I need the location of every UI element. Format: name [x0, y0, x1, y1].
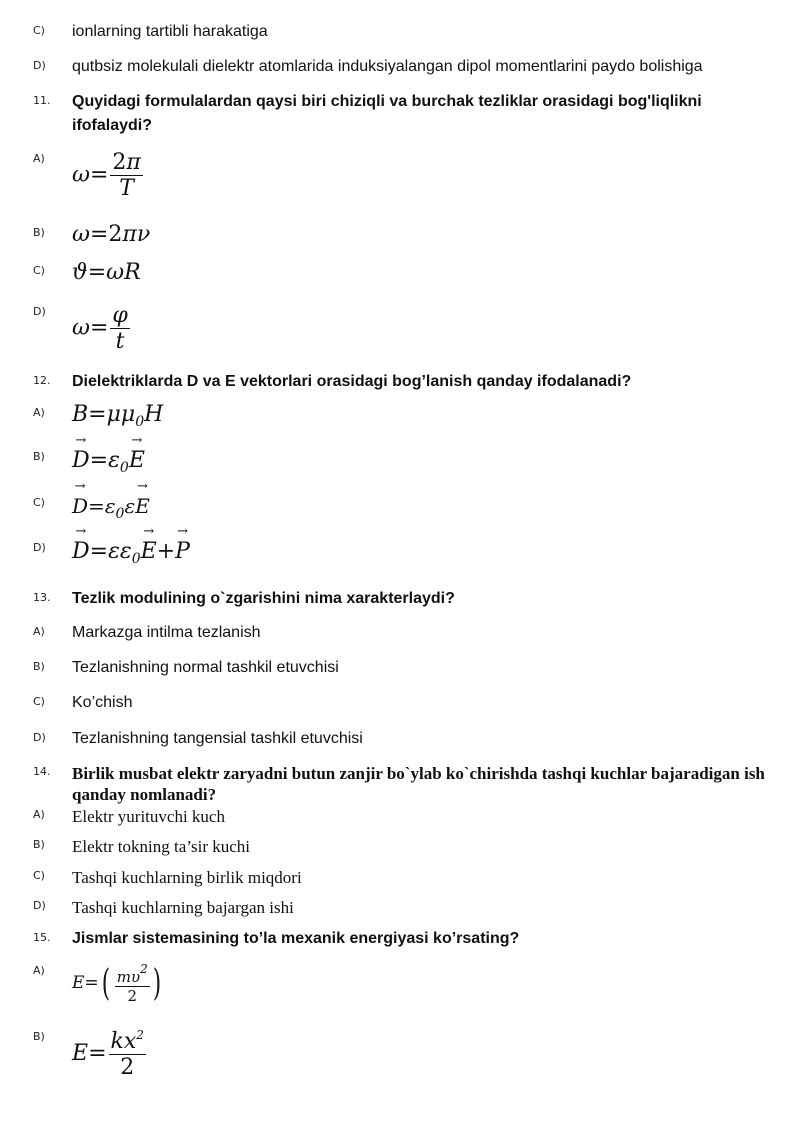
- option-label: D): [33, 899, 46, 912]
- formula: E=( $\frac{m\upsilon^2}{2}$ ): [72, 962, 161, 1005]
- formula: ω= $\frac{2\pi}{T}$: [72, 150, 141, 201]
- option-label: C): [33, 24, 45, 37]
- option-label: B): [33, 660, 45, 673]
- formula: → $D=\varepsilon_0\to E$: [72, 448, 145, 476]
- formula: $B=\mu\mu_0H$: [72, 402, 164, 430]
- question-number: 15.: [33, 931, 51, 944]
- option-text: Tashqi kuchlarning bajargan ishi: [72, 898, 294, 917]
- option-label: B): [33, 838, 45, 851]
- question-text: Birlik musbat elektr zaryadni butun zanjir bo`ylab ko`chirishda tashqi kuchlar bajaradigan ish qanday nomlanadi?: [72, 764, 765, 804]
- formula: → $D=\varepsilon_0\varepsilon\to E$: [72, 494, 150, 522]
- option-text: qutbsiz molekulali dielektr atomlarida induksiyalangan dipol momentlarini paydo bolishiga: [72, 58, 703, 75]
- option-label: D): [33, 541, 46, 554]
- option-label: A): [33, 808, 45, 821]
- option-label: A): [33, 406, 45, 419]
- option-label: B): [33, 450, 45, 463]
- question-number: 12.: [33, 374, 51, 387]
- question-number: 11.: [33, 94, 51, 107]
- option-text: Tezlanishning tangensial tashkil etuvchisi: [72, 730, 363, 747]
- question-text: Tezlik modulining o`zgarishini nima xarakterlaydi?: [72, 590, 455, 607]
- question-number: 14.: [33, 765, 51, 778]
- question-text: Jismlar sistemasining to’la mexanik energiyasi ko’rsating?: [72, 930, 520, 947]
- option-label: A): [33, 152, 45, 165]
- option-text: Elektr yurituvchi kuch: [72, 807, 225, 826]
- option-label: C): [33, 695, 45, 708]
- formula: ω= $\frac{\varphi}{t}$: [72, 303, 128, 354]
- option-label: C): [33, 869, 45, 882]
- option-label: A): [33, 625, 45, 638]
- formula: → $D=\varepsilon\varepsilon_0\to E+\to P$: [72, 539, 190, 567]
- option-label: B): [33, 1030, 45, 1043]
- question-text: Quyidagi formulalardan qaysi biri chiziqli va burchak tezliklar orasidagi bog'liqlikni ifofalaydi?: [72, 93, 702, 134]
- option-label: D): [33, 59, 46, 72]
- question-text: Dielektriklarda D va E vektorlari orasidagi bog’lanish qanday ifodalanadi?: [72, 373, 632, 390]
- formula: ϑ=ωR: [72, 260, 141, 285]
- option-text: ionlarning tartibli harakatiga: [72, 23, 268, 40]
- option-label: C): [33, 496, 45, 509]
- option-label: D): [33, 731, 46, 744]
- formula: E= $\frac{kx^2}{2}$: [72, 1028, 144, 1080]
- option-label: B): [33, 226, 45, 239]
- question-number: 13.: [33, 591, 51, 604]
- option-label: A): [33, 964, 45, 977]
- option-text: Ko’chish: [72, 694, 133, 711]
- option-label: D): [33, 305, 46, 318]
- option-text: Markazga intilma tezlanish: [72, 624, 261, 641]
- option-text: Tezlanishning normal tashkil etuvchisi: [72, 659, 339, 676]
- option-label: C): [33, 264, 45, 277]
- option-text: Elektr tokning ta’sir kuchi: [72, 837, 250, 856]
- formula: ω=2πν: [72, 222, 151, 247]
- option-text: Tashqi kuchlarning birlik miqdori: [72, 868, 302, 887]
